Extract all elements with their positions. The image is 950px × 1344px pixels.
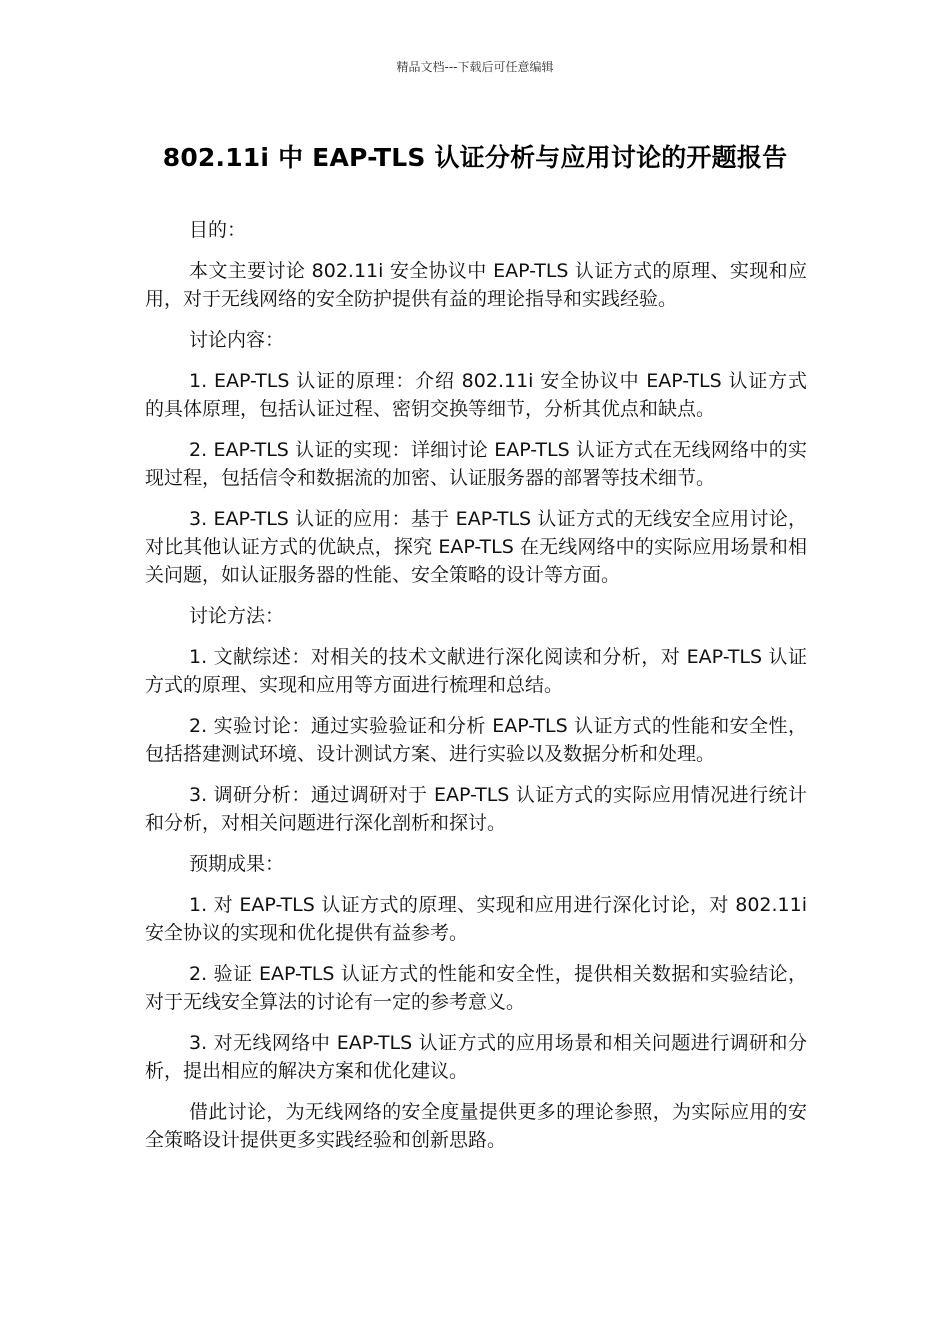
paragraph-conclusion: 借此讨论，为无线网络的安全度量提供更多的理论参照，为实际应用的安全策略设计提供更多实践经验和创新思路。: [145, 1101, 807, 1151]
paragraph-method-item-1: 1. 文献综述：对相关的技术文献进行深化阅读和分析，对 EAP-TLS 认证方式的原理、实现和应用等方面进行梳理和总结。: [145, 646, 807, 696]
document-title: 802.11i 中 EAP-TLS 认证分析与应用讨论的开题报告: [162, 143, 788, 172]
paragraph-content-heading: 讨论内容：: [189, 329, 285, 351]
paragraph-purpose-text: 本文主要讨论 802.11i 安全协议中 EAP-TLS 认证方式的原理、实现和应用，对于无线网络的安全防护提供有益的理论指导和实践经验。: [145, 260, 807, 310]
paragraph-method-item-3: 3. 调研分析：通过调研对于 EAP-TLS 认证方式的实际应用情况进行统计和分析，对相关问题进行深化剖析和探讨。: [145, 784, 807, 834]
paragraph-content-item-1: 1. EAP-TLS 认证的原理：介绍 802.11i 安全协议中 EAP-TLS 认证方式的具体原理，包括认证过程、密钥交换等细节，分析其优点和缺点。: [145, 370, 807, 420]
paragraph-outcome-item-1: 1. 对 EAP-TLS 认证方式的原理、实现和应用进行深化讨论，对 802.11i 安全协议的实现和优化提供有益参考。: [145, 894, 807, 944]
paragraph-purpose-heading: 目的：: [189, 219, 247, 241]
paragraph-outcome-item-2: 2. 验证 EAP-TLS 认证方式的性能和安全性，提供相关数据和实验结论，对于无线安全算法的讨论有一定的参考意义。: [145, 963, 807, 1013]
paragraph-method-item-2: 2. 实验讨论：通过实验验证和分析 EAP-TLS 认证方式的性能和安全性，包括搭建测试环境、设计测试方案、进行实验以及数据分析和处理。: [145, 715, 807, 765]
paragraph-outcome-item-3: 3. 对无线网络中 EAP-TLS 认证方式的应用场景和相关问题进行调研和分析，提出相应的解决方案和优化建议。: [145, 1032, 807, 1082]
page-header-note: 精品文档---下载后可任意编辑: [396, 60, 554, 74]
paragraph-method-heading: 讨论方法：: [189, 605, 285, 627]
paragraph-outcome-heading: 预期成果：: [189, 853, 285, 875]
paragraph-content-item-3: 3. EAP-TLS 认证的应用：基于 EAP-TLS 认证方式的无线安全应用讨论，对比其他认证方式的优缺点，探究 EAP-TLS 在无线网络中的实际应用场景和相关问题，如认证服务器的性能、安全策略的设计等方面。: [145, 508, 807, 586]
paragraph-content-item-2: 2. EAP-TLS 认证的实现：详细讨论 EAP-TLS 认证方式在无线网络中的实现过程，包括信令和数据流的加密、认证服务器的部署等技术细节。: [145, 439, 807, 489]
document-body: [145, 216, 807, 1167]
